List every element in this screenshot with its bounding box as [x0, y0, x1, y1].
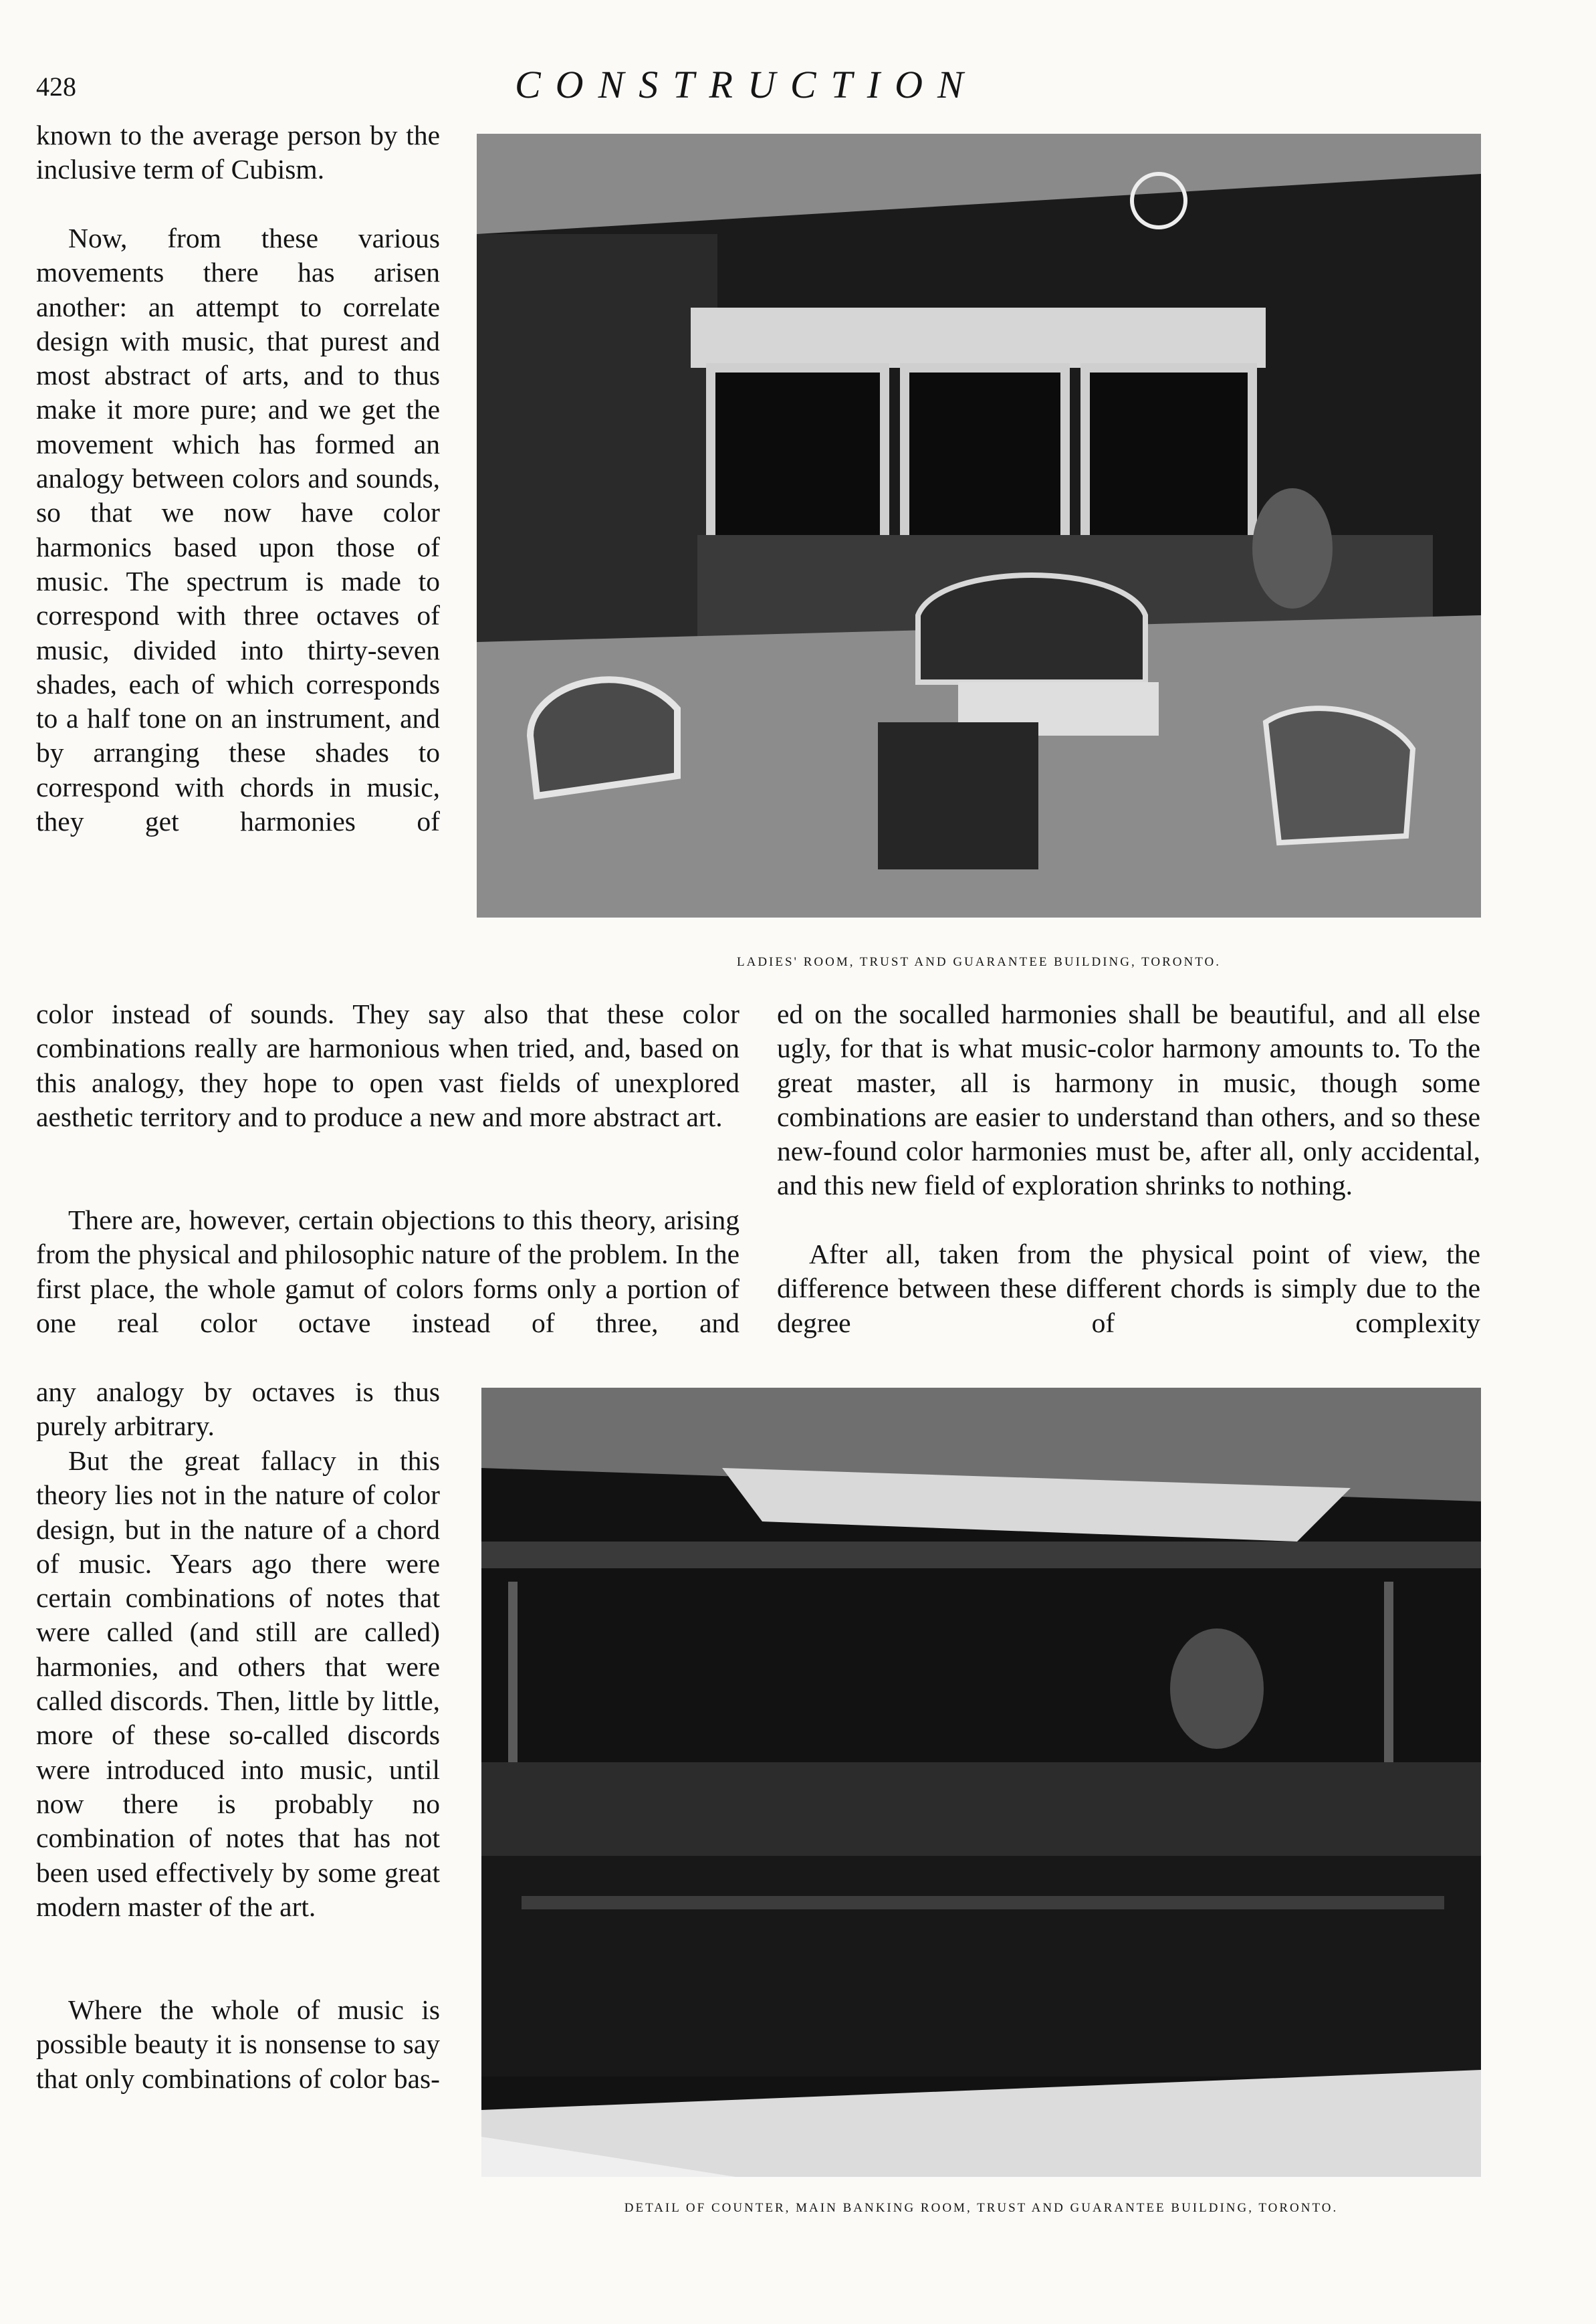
- paragraph-physical-point: After all, taken from the physical point of view, the difference between these different chords is simply due to the degree of complexity: [777, 1239, 1480, 1338]
- caption-ladies-room: LADIES' ROOM, TRUST AND GUARANTEE BUILDING, TORONTO.: [737, 955, 1221, 969]
- paragraph-music-analogy: Now, from these various movements there has arisen another: an attempt to correlate design with music, that purest and most abstract of arts, and to thus make it more pure; and we get the movement which has formed an analogy between colors and sounds, so that we now have color harmonics based upon those of music. The spectrum is made to correspond with three octaves of music, divided into thirty-seven shades, each of which corresponds to a half tone on an instrument, and by arranging these shades to correspond with chords in music, they get harmonies of: [36, 223, 440, 837]
- ladies-room-image: [477, 134, 1481, 918]
- paragraph-cubism: known to the average person by the inclusive term of Cubism.: [36, 120, 440, 185]
- paragraph-whole-of-music: Where the whole of music is possible beauty it is nonsense to say that only combinations of color bas-: [36, 1994, 440, 2094]
- paragraph-octaves-arbitrary: any analogy by octaves is thus purely arbitrary.: [36, 1376, 440, 1442]
- paragraph-objections: There are, however, certain objections to this theory, arising from the physical and philosophic nature of the problem. In the first place, the whole gamut of colors forms only a portion of one real color octave instead of three, and: [36, 1204, 739, 1338]
- photo-ladies-room: [477, 134, 1481, 918]
- banking-counter-image: [481, 1388, 1481, 2177]
- paragraph-great-fallacy: But the great fallacy in this theory lies not in the nature of color design, but in the nature of a chord of music. Years ago there were certain combinations of notes that were called (and still are called) harmonies, and others that were called discords. Then, little by little, more of these so-called discords were introduced into music, until now there is probably no combination of notes that has not been used effectively by some great modern master of the art.: [36, 1445, 440, 1922]
- running-title: CONSTRUCTION: [515, 63, 978, 106]
- caption-banking-counter: DETAIL OF COUNTER, MAIN BANKING ROOM, TRUST AND GUARANTEE BUILDING, TORONTO.: [624, 2201, 1339, 2215]
- photo-banking-counter: [481, 1388, 1481, 2177]
- paragraph-socalled-harmonies: ed on the socalled harmonies shall be beautiful, and all else ugly, for that is what music-color harmony amounts to. To the great master, all is harmony in music, though some combinations are easier to understand than others, and so these new-found color harmonies must be, after all, only accidental, and this new field of exploration shrinks to nothing.: [777, 998, 1480, 1201]
- paragraph-color-instead: color instead of sounds. They say also that these color combinations really are harmonious when tried, and, based on this analogy, they hope to open vast fields of unexplored aesthetic territory and to produce a new and more abstract art.: [36, 998, 739, 1132]
- page-number: 428: [36, 72, 76, 102]
